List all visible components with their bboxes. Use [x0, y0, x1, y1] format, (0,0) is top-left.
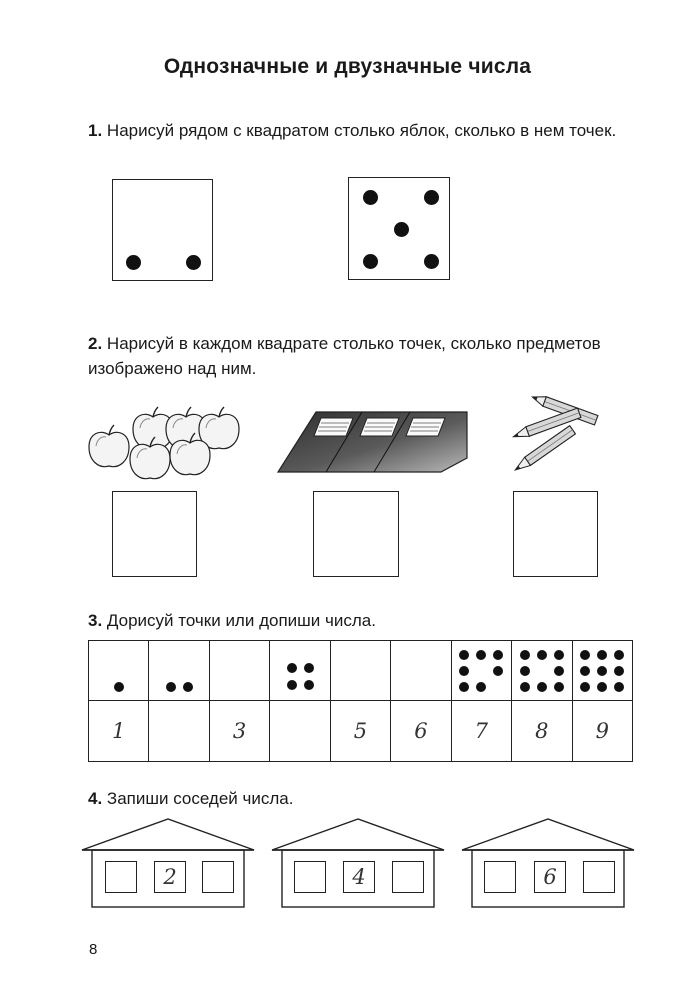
house-2 — [272, 818, 444, 909]
number-cell-1[interactable]: 1 — [89, 701, 149, 762]
task-2-answer-square-notebooks[interactable] — [313, 491, 399, 577]
dot — [186, 255, 201, 270]
task-1-instruction: Нарисуй рядом с квадратом столько яблок, сколько в нем точек. — [106, 121, 617, 140]
dot — [424, 190, 439, 205]
task-2-answer-square-pencils[interactable] — [513, 491, 598, 577]
task-1-square-two-dots — [112, 179, 213, 281]
task-3-text — [88, 608, 643, 633]
neighbor-left-box[interactable] — [294, 861, 326, 893]
number-cell-5[interactable]: 5 — [330, 701, 390, 762]
number-cell-9[interactable]: 9 — [572, 701, 633, 762]
dots-cell-3[interactable] — [209, 641, 269, 701]
page-title: Однозначные и двузначные числа — [163, 55, 532, 78]
task-4-number: 4. — [88, 789, 103, 808]
house-1 — [82, 818, 254, 909]
task-4-instruction: Запиши соседей числа. — [106, 789, 294, 808]
number-cell-6[interactable]: 6 — [391, 701, 451, 762]
dots-cell-5[interactable] — [330, 641, 390, 701]
notebook-label — [360, 418, 399, 436]
dots-cell-8[interactable] — [512, 641, 572, 701]
dot — [424, 254, 439, 269]
task-3-number: 3. — [88, 611, 103, 630]
neighbor-right-box[interactable] — [392, 861, 424, 893]
pencils-picture — [503, 395, 618, 475]
dots-cell-6[interactable] — [391, 641, 451, 701]
number-cell-2[interactable] — [149, 701, 209, 762]
number-cell-7[interactable]: 7 — [451, 701, 511, 762]
dot — [363, 190, 378, 205]
task-1-text — [88, 118, 643, 143]
apple-icon — [89, 425, 129, 467]
dots-cell-9[interactable] — [572, 641, 633, 701]
task-4-text — [88, 786, 643, 811]
apples-picture — [85, 405, 245, 485]
neighbor-left-box[interactable] — [105, 861, 137, 893]
task-1-number: 1. — [88, 121, 103, 140]
notebooks-picture — [276, 410, 470, 474]
task-3-instruction: Дорисуй точки или допиши числа. — [106, 611, 376, 630]
dots-cell-4[interactable] — [270, 641, 330, 701]
dots-cell-2[interactable] — [149, 641, 209, 701]
dot — [126, 255, 141, 270]
neighbor-right-box[interactable] — [583, 861, 615, 893]
house-number-box: 6 — [534, 861, 566, 893]
house-number-box: 4 — [343, 861, 375, 893]
task-2-instruction: Нарисуй в каждом квадрате столько точек, сколько предметов изображено над ним. — [88, 334, 601, 378]
task-2-text — [88, 331, 643, 381]
neighbor-right-box[interactable] — [202, 861, 234, 893]
task-1-square-five-dots — [348, 177, 450, 280]
number-cell-4[interactable] — [270, 701, 330, 762]
house-number-box: 2 — [154, 861, 186, 893]
notebook-label — [314, 418, 353, 436]
task-2-number: 2. — [88, 334, 103, 353]
notebook-label — [406, 418, 445, 436]
dot — [363, 254, 378, 269]
number-cell-8[interactable]: 8 — [512, 701, 572, 762]
numbers-row — [89, 701, 633, 762]
dots-row — [89, 641, 633, 701]
number-cell-3[interactable]: 3 — [209, 701, 269, 762]
dots-numbers-grid — [88, 640, 633, 762]
dots-cell-1[interactable] — [89, 641, 149, 701]
page-number: 8 — [89, 941, 98, 958]
neighbor-left-box[interactable] — [484, 861, 516, 893]
task-2-answer-square-apples[interactable] — [112, 491, 197, 577]
dot — [394, 222, 409, 237]
house-3 — [462, 818, 634, 909]
dots-cell-7[interactable] — [451, 641, 511, 701]
